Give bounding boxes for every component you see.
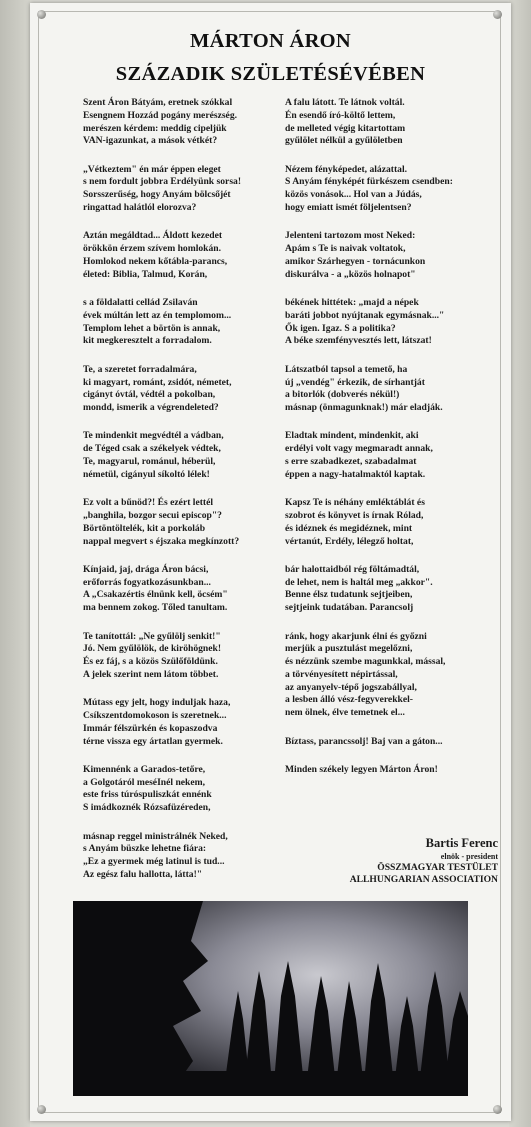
stanza	[285, 297, 510, 348]
poem-line: Bíztass, parancssolj! Baj van a gáton...	[285, 735, 443, 747]
signature-org-hu: ÖSSZMAGYAR TESTÜLET	[377, 862, 498, 873]
poem-line: ringattad halátlól elorozva?	[83, 202, 197, 214]
stanza	[83, 697, 313, 748]
poem-line: kit megkeresztelt a forradalom.	[83, 335, 212, 347]
poem-line: A jelek szerint nem látom többet.	[83, 668, 219, 680]
poem-line: Nézem fényképedet, alázattal.	[285, 163, 408, 175]
poem-line: Benne élsz tudatunk sejtjeiben,	[285, 589, 413, 601]
poem-left-column	[83, 97, 313, 897]
poem-line: életed: Biblia, Talmud, Korán,	[83, 268, 208, 280]
stanza	[285, 564, 510, 615]
poem-line: sejtjeink tudatában. Parancsolj	[285, 602, 414, 614]
poem-line: térne vissza egy ártatlan gyermek.	[83, 735, 223, 747]
poem-line: s a földalatti cellád Zsilaván	[83, 297, 198, 309]
poem-line: Látszatból tapsol a temető, ha	[285, 363, 408, 375]
poem-line: ki magyart, románt, zsidót, németet,	[83, 376, 232, 388]
poem-line: az anyanyelv-tépő jogszabállyal,	[285, 681, 417, 693]
stanza	[285, 164, 510, 215]
stanza	[285, 364, 510, 415]
poem-line: A falu látott. Te látnok voltál.	[285, 97, 405, 108]
poster-board	[30, 3, 511, 1121]
poem-line: a bitorlók (dobverés nékül!)	[285, 389, 400, 401]
poem-line: gyűlölet nélkül a gyűlöletben	[285, 135, 403, 147]
stanza	[83, 297, 313, 348]
poem-line: Te tanítottál: „Ne gyűlölj senkit!"	[83, 630, 221, 642]
poem-line: Az egész falu hallotta, látta!"	[83, 868, 203, 880]
stanza	[83, 230, 313, 281]
poem-line: a Golgotáról meséInél nekem,	[83, 776, 206, 788]
poem-line: mondd, ismerik a végrendeleted?	[83, 402, 219, 414]
poem-line: Ők igen. Igaz. S a politika?	[285, 322, 396, 334]
poem-line: nappal megvert s éjszaka megkínzott?	[83, 535, 240, 547]
poem-line: és nézzünk szembe magunkkal, mással,	[285, 656, 446, 668]
poem-line: amikor Szárhegyen - tornácunkon	[285, 255, 426, 267]
poem-right-column	[285, 97, 510, 792]
poem-line: és idéznek és megidéznek, mint	[285, 522, 413, 534]
stanza	[83, 164, 313, 215]
poem-line: ránk, hogy akarjunk élni és győzni	[285, 630, 427, 642]
poem-line: másnap (önmagunknak!) már eladják.	[285, 402, 443, 414]
poem-line: S imádkoznék Rózsafüzéreden,	[83, 802, 211, 814]
title-line-1: MÁRTON ÁRON	[189, 30, 352, 52]
poem-line: s Anyám büszke lehetne fiára:	[83, 843, 207, 855]
poem-line: Te mindenkit megvédtél a vádban,	[83, 430, 224, 442]
stanza	[285, 430, 510, 481]
forest-silhouette-image	[73, 901, 468, 1096]
stanza	[83, 631, 313, 682]
poem-line: ma bennem zokog. Tőled tanultam.	[83, 602, 228, 614]
signature-name: Bartis Ferenc	[425, 836, 498, 850]
stanza	[285, 764, 510, 777]
poem-line: A „Csakazértis élnünk kell, öcsém"	[83, 589, 228, 601]
poem-line: merjük a pusztulást megelőzni,	[285, 643, 413, 655]
stanza	[285, 736, 510, 749]
poem-line: Te, magyarul, románul, héberül,	[83, 456, 216, 468]
poem-line: Mútass egy jelt, hogy induljak haza,	[83, 697, 231, 709]
poem-line: a törvényesített népirtással,	[285, 668, 398, 680]
poem-line: Én esendő író-költő lettem,	[285, 109, 396, 121]
pin-bottom-right	[493, 1105, 502, 1114]
pin-top-left	[37, 10, 46, 19]
stanza	[83, 497, 313, 548]
poem-line: Szent Áron Bátyám, eretnek szókkal	[83, 97, 233, 108]
poem-line: Homlokod nekem kőtábla-parancs,	[83, 255, 228, 267]
pin-top-right	[493, 10, 502, 19]
poem-line: Apám s Te is naivak voltatok,	[285, 243, 406, 255]
poem-line: „Vétkeztem" én már éppen eleget	[83, 163, 221, 175]
poem-line: erdélyi volt vagy megmaradt annak,	[285, 443, 433, 455]
poem-line: Börtöntöltelék, kit a porkoláb	[83, 522, 206, 534]
poem-line: szobrot és könyvet is írnak Rólad,	[285, 509, 424, 521]
poem-line: „Ez a gyermek még latinul is tud...	[83, 856, 225, 868]
stanza	[285, 97, 510, 148]
signature-block	[298, 836, 498, 886]
poem-line: Jelenteni tartozom most Neked:	[285, 230, 416, 242]
poem-line: Csíkszentdomokoson is szeretnek...	[83, 709, 227, 721]
poem-line: Kapsz Te is néhány emléktáblát és	[285, 497, 425, 509]
poem-line: Eladtak mindent, mindenkit, aki	[285, 430, 419, 442]
poem-line: diskurálva - a „közös holnapot"	[285, 268, 416, 280]
poem-line: bár halottaidból rég föltámadtál,	[285, 563, 420, 575]
poem-line: baráti jobbot nyújtanak egymásnak..."	[285, 309, 445, 321]
poem-line: Kínjaid, jaj, drága Áron bácsi,	[83, 563, 209, 575]
stanza	[285, 497, 510, 548]
poem-line: közös vonások... Hol van a Júdás,	[285, 189, 422, 201]
poem-line: cigányt óvtál, védtél a pokolban,	[83, 389, 216, 401]
stanza	[83, 564, 313, 615]
forest-photo	[73, 901, 468, 1096]
poem-line: a lesben álló vész-fegyverekkel-	[285, 694, 413, 706]
poem-line: nem ölnek, élve temetnek el...	[285, 707, 405, 719]
poem-line: Aztán megáldtad... Áldott kezedet	[83, 230, 223, 242]
poem-line: örökkön érzem szívem homlokán.	[83, 243, 222, 255]
poem-line: merészen kérdem: meddig cipeljük	[83, 122, 227, 134]
poem-line: Ez volt a bűnöd?! És ezért lettél	[83, 497, 214, 509]
poem-line: Templom lehet a börtön is annak,	[83, 322, 221, 334]
poem-line: s nem fordult jobbra Erdélyünk sorsa!	[83, 176, 242, 188]
poem-line: Immár félszürkén és kopaszodva	[83, 722, 218, 734]
signature-role: elnök - president	[440, 852, 498, 861]
poem-line: A béke szemfényvesztés lett, látszat!	[285, 335, 432, 347]
poem-line: éppen a nagy-hatalmaktól kaptak.	[285, 468, 426, 480]
poem-line: Esengnem Hozzád pogány merészség.	[83, 109, 238, 121]
poem-line: Jó. Nem gyűlölök, de kiröhögnek!	[83, 643, 222, 655]
poem-line: Sorsszerűség, hogy Anyám bölcsőjét	[83, 189, 231, 201]
poem-line: Te, a szeretet forradalmára,	[83, 363, 197, 375]
stanza	[83, 97, 313, 148]
poem-line: hogy emiatt ismét följelentsen?	[285, 202, 412, 214]
poem-line: de lehet, nem is haltál meg „akkor".	[285, 576, 433, 588]
poem-line: békének hittétek: „majd a népek	[285, 297, 419, 309]
poem-line: új „vendég" érkezik, de sírhantját	[285, 376, 425, 388]
poem-line: „banghila, bozgor secui episcop"?	[83, 509, 222, 521]
pin-bottom-left	[37, 1105, 46, 1114]
stanza	[83, 831, 313, 882]
poem-line: S Anyám fényképét fürkészem csendben:	[285, 176, 453, 188]
poem-line: évek múltán lett az én templomom...	[83, 309, 232, 321]
title-line-2: SZÁZADIK SZÜLETÉSÉVÉBEN	[115, 63, 426, 85]
poem-line: s erre szabadkezet, szabadalmat	[285, 456, 417, 468]
poem-line: erőforrás fogyatkozásunkban...	[83, 576, 211, 588]
poem-line: este friss túróspuliszkát ennénk	[83, 789, 212, 801]
poem-line: VAN-igazunkat, a mások vétkét?	[83, 135, 218, 147]
wall-left	[0, 0, 30, 1127]
poem-line: másnap reggel ministrálnék Neked,	[83, 830, 228, 842]
signature-org-en: ALLHUNGARIAN ASSOCIATION	[349, 874, 498, 885]
wall-right	[509, 0, 531, 1127]
stanza	[83, 364, 313, 415]
poem-line: És ez fáj, s a közös Szülőföldünk.	[83, 656, 218, 668]
stanza	[83, 430, 313, 481]
poem-line: de melleted végig kitartottam	[285, 122, 406, 134]
stanza	[285, 631, 510, 721]
poem-line: de Téged csak a székelyek védtek,	[83, 443, 221, 455]
stanza	[83, 764, 313, 815]
poem-line: Kimennénk a Garados-tetőre,	[83, 763, 206, 775]
stanza	[285, 230, 510, 281]
poem-line: Minden székely legyen Márton Áron!	[285, 763, 438, 775]
poem-line: németül, cigányul síkoltó lélek!	[83, 468, 210, 480]
poem-line: vértanút, Erdély, lélegző holtat,	[285, 535, 414, 547]
